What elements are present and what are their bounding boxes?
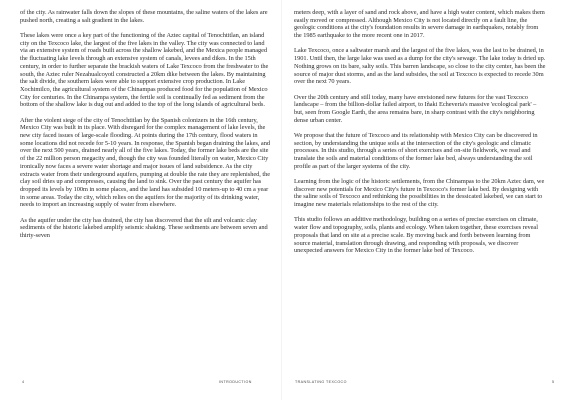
right-paragraph: Lake Texcoco, once a saltwater marsh and the largest of the five lakes, was the last to be drained, in 1901. Until then, the large lake was used as a dump for the city's sewage. The lake today is dried up. Nothing grows on its bare, salty soils. This barren landscape, so close to the city center, has been the source of major dust storms, and as the land subsides, the soil at Texcoco is expected to recede 30m over the next 70 years. [294, 47, 546, 86]
left-paragraph: After the violent siege of the city of Tenochtitlan by the Spanish colonizers in the 16th century, Mexico City was built in its place. With disregard for the complex management of lake levels, the new city faced issues of large-scale flooding. At points during the 17th century, flood waters in some locations did not recede for 5-10 years. In response, the Spanish began draining the lakes, and over the next 500 years, drained nearly all of the five lakes. Today, the former lake beds are the site of the 22 million person megacity and, though the city was founded literally on water, Mexico City ironically now faces a severe water shortage and major issues of land subsidence. As the city extracts water from their underground aquifers, pumping at double the rate they are replenished, the clay soil dries up and compresses, causing the land to sink. Over the past century the aquifer has dropped its levels by 100m in some places, and the land has subsided 10 meters-up to 40 cm a year in some areas. Today the city, which relies on the aquifers for the majority of its drinking water, needs to import an increasing supply of water from elsewhere. [20, 116, 271, 209]
right-paragraph: meters deep, with a layer of sand and rock above, and have a high water content, which makes them easily moved or compressed. Although Mexico City is not located directly on a fault line, the geologic conditions at the city's foundation results in severe damage in earthquakes, notably from the 1985 earthquake to the more recent one in 2017. [294, 9, 545, 40]
left-running-head: INTRODUCTION [219, 380, 252, 384]
right-paragraph: This studio follows an additive methodology, building on a series of precise exercises on climate, water flow and topography, soils, plants and ecology. When taken together, these exercises reveal proposals that land on site at a precise scale. By moving back and forth between learning from source material, translation through drawing, and responding with proposals, we discover unexpected answers for Mexico City in the former lake bed of Texcoco. [294, 216, 538, 255]
right-page [282, 0, 564, 400]
right-paragraph: We propose that the future of Texcoco and its relationship with Mexico City can be discovered in section, by understanding the unique soils at the intersection of the city's geologic and climatic processes. In this studio, through a series of short exercises and on-site fieldwork, we read and translate the soils and material conditions of the former lake bed, always understanding the soil profile as part of the larger systems of the city. [294, 131, 538, 170]
right-page-number: 5 [552, 380, 555, 384]
right-paragraph: Over the 20th century and still today, many have envisioned new futures for the vast Texcoco landscape – from the billion-dollar failed airport, to Iñaki Echeveria's massive 'ecological park' – but, seen from Google Earth, the area remains bare, in sharp contrast with the city's neighboring dense urban center. [294, 93, 537, 124]
left-paragraph: of the city. As rainwater falls down the slopes of these mountains, the saline waters of the lakes are pushed north, creating a salt gradient in the lakes. [20, 9, 268, 24]
left-paragraph: As the aquifer under the city has drained, the city has discovered that the silt and volcanic clay sediments of the historic lakebed amplify seismic shaking. These sediments are between seven and thirty-seven [20, 216, 268, 240]
left-text-column [20, 9, 272, 247]
right-paragraph: Learning from the logic of the historic settlements, from the Chinampas to the 20km Aztec dam, we discover new potentials for Mexico City's future in Texcoco's former lake bed. By designing with the saline soils of Texcoco and rethinking the possibilities in the dessicated lakebed, we can start to imagine new materials relationships to the rest of the city. [294, 178, 545, 209]
right-text-column [294, 9, 546, 263]
left-page-number: 4 [22, 380, 25, 384]
left-paragraph: These lakes were once a key part of the functioning of the Aztec capital of Tenochtitlan, an island city on the Texcoco lake, the largest of the five lakes in the valley. The city was connected to land via an extensive system of roads built across the shallow lakebed, and the Mexica people managed the fluctuating lake levels through an extensive system of canals, levees and dikes. In the 15th century, in order to further separate the brackish waters of Lake Texcoco from the freshwater to the south, the Aztec ruler Nezahualcoyotl constructed a 20km dike between the lakes. By maintaining the salt divide, the southern lakes were able to support extensive crop production. In Lake Xochimilco, the agricultural system of the Chinampas produced food for the population of Mexico City for centuries. In the Chinampa system, the fertile soil is continually fed as sediment from the bottom of the shallow lake is dug out and added to the top of the long islands of agricultural beds. [20, 32, 269, 109]
right-running-head: TRANSLATING TEXCOCO [295, 380, 347, 384]
